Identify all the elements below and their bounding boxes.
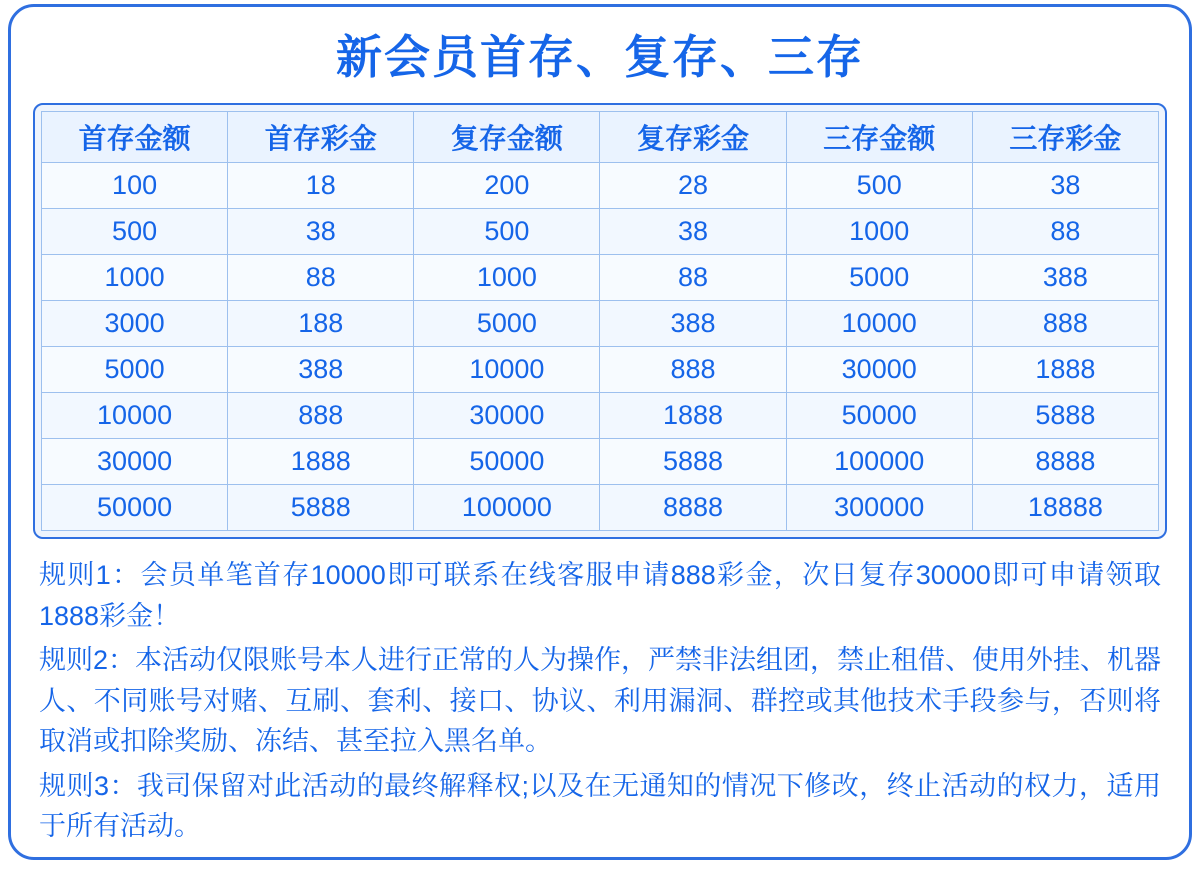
rule-item-3: 规则3：我司保留对此活动的最终解释权;以及在无通知的情况下修改，终止活动的权力，适用于所有活动。 [39, 770, 1161, 842]
table-body [42, 163, 1159, 531]
table-cell: 50000 [786, 393, 972, 439]
table-row [42, 255, 1159, 301]
table-cell: 50000 [414, 439, 600, 485]
table-cell: 5888 [228, 485, 414, 531]
table-row [42, 163, 1159, 209]
table-header-cell: 三存彩金 [972, 112, 1158, 163]
table-cell: 50000 [42, 485, 228, 531]
table-cell: 8888 [600, 485, 786, 531]
bonus-table [41, 111, 1159, 531]
table-cell: 388 [600, 301, 786, 347]
table-cell: 1888 [228, 439, 414, 485]
table-cell: 8888 [972, 439, 1158, 485]
table-cell: 500 [786, 163, 972, 209]
rules-section [33, 555, 1167, 847]
bonus-table-frame [33, 103, 1167, 539]
table-header-cell: 首存金额 [42, 112, 228, 163]
table-cell: 300000 [786, 485, 972, 531]
table-cell: 5000 [786, 255, 972, 301]
table-cell: 30000 [42, 439, 228, 485]
table-cell: 5000 [42, 347, 228, 393]
table-cell: 18888 [972, 485, 1158, 531]
table-cell: 3000 [42, 301, 228, 347]
table-cell: 5888 [600, 439, 786, 485]
table-cell: 200 [414, 163, 600, 209]
table-row [42, 347, 1159, 393]
table-cell: 1000 [786, 209, 972, 255]
table-header-cell: 三存金额 [786, 112, 972, 163]
table-header-cell: 复存彩金 [600, 112, 786, 163]
table-row [42, 393, 1159, 439]
table-header-cell: 复存金额 [414, 112, 600, 163]
table-cell: 30000 [786, 347, 972, 393]
page-title: 新会员首存、复存、三存 [336, 31, 864, 83]
table-cell: 30000 [414, 393, 600, 439]
rule-item-2: 规则2：本活动仅限账号本人进行正常的人为操作，严禁非法组团，禁止租借、使用外挂、机器人、不同账号对赌、互刷、套利、接口、协议、利用漏洞、群控或其他技术手段参与，否则将取消或扣除奖励、冻结、甚至拉入黑名单。 [39, 645, 1162, 757]
table-cell: 100000 [786, 439, 972, 485]
table-cell: 388 [228, 347, 414, 393]
table-row [42, 301, 1159, 347]
table-cell: 500 [42, 209, 228, 255]
table-row [42, 209, 1159, 255]
table-cell: 5888 [972, 393, 1158, 439]
table-cell: 1888 [600, 393, 786, 439]
table-header [42, 112, 1159, 163]
table-cell: 88 [600, 255, 786, 301]
table-cell: 28 [600, 163, 786, 209]
table-cell: 10000 [42, 393, 228, 439]
table-cell: 1000 [414, 255, 600, 301]
table-cell: 18 [228, 163, 414, 209]
table-cell: 1888 [972, 347, 1158, 393]
table-cell: 100000 [414, 485, 600, 531]
table-cell: 1000 [42, 255, 228, 301]
table-cell: 388 [972, 255, 1158, 301]
table-cell: 100 [42, 163, 228, 209]
table-cell: 888 [228, 393, 414, 439]
table-cell: 88 [972, 209, 1158, 255]
table-cell: 888 [972, 301, 1158, 347]
rule-item-1: 规则1：会员单笔首存10000即可联系在线客服申请888彩金，次日复存30000即可申请领取1888彩金！ [39, 560, 1161, 631]
table-cell: 38 [600, 209, 786, 255]
table-cell: 888 [600, 347, 786, 393]
table-header-cell: 首存彩金 [228, 112, 414, 163]
table-cell: 38 [228, 209, 414, 255]
promotion-card [8, 4, 1192, 860]
table-cell: 5000 [414, 301, 600, 347]
table-cell: 88 [228, 255, 414, 301]
table-cell: 10000 [414, 347, 600, 393]
table-header-row [42, 112, 1159, 163]
table-cell: 500 [414, 209, 600, 255]
table-cell: 188 [228, 301, 414, 347]
table-cell: 38 [972, 163, 1158, 209]
table-row [42, 485, 1159, 531]
table-row [42, 439, 1159, 485]
table-cell: 10000 [786, 301, 972, 347]
